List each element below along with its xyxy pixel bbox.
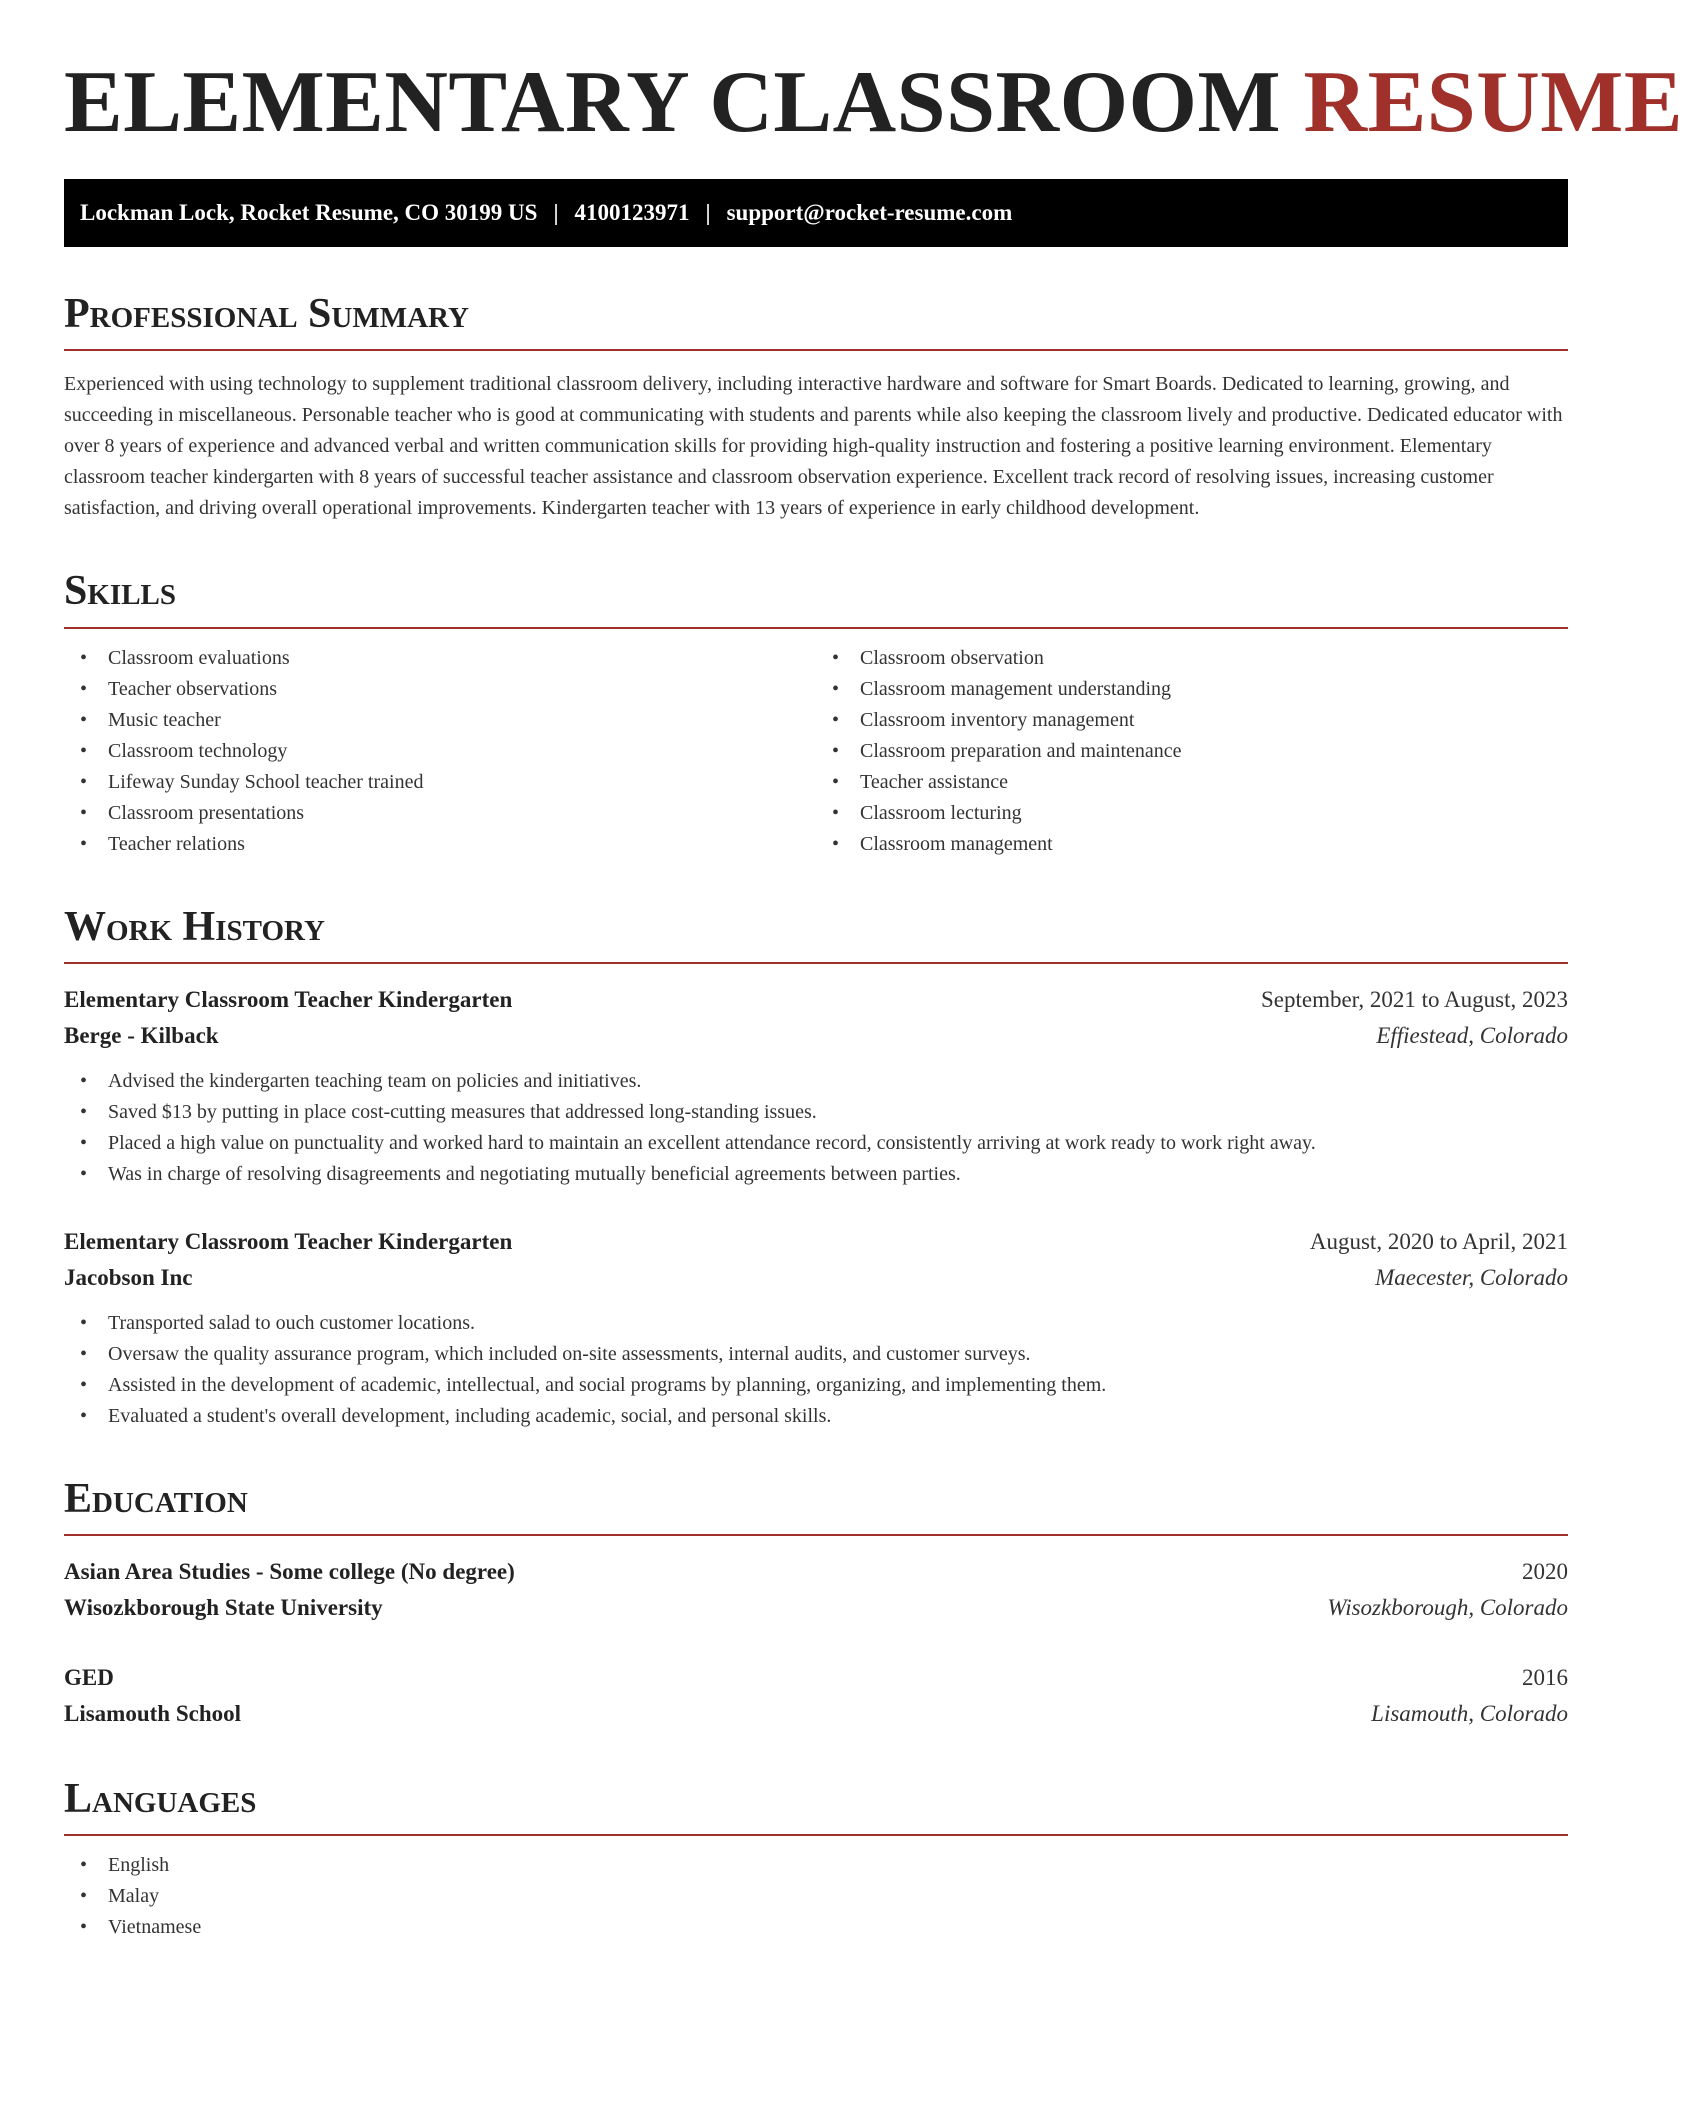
education-degree: GED — [64, 1664, 114, 1690]
education-degree-row — [64, 1660, 1568, 1696]
skills-list-left — [64, 643, 816, 860]
skill-item: • Classroom management understanding — [816, 674, 1568, 705]
contact-bar — [64, 179, 1568, 247]
job-company-row — [64, 1018, 1568, 1054]
skill-item: • Classroom observation — [816, 643, 1568, 674]
contact-address: Lockman Lock, Rocket Resume, CO 30199 US — [80, 200, 538, 226]
contact-email: support@rocket-resume.com — [726, 200, 1013, 226]
languages-section — [64, 1776, 1568, 1943]
work-history-section — [64, 904, 1568, 1432]
education-school: Lisamouth School — [64, 1700, 242, 1726]
job-duty: • Assisted in the development of academic, intellectual, and social programs by planning, organizing, and implementing them. — [64, 1370, 1568, 1401]
job-company-row — [64, 1260, 1568, 1296]
contact-separator: | — [705, 200, 711, 226]
skill-item: • Classroom presentations — [64, 798, 816, 829]
skill-item: • Classroom lecturing — [816, 798, 1568, 829]
contact-phone: 4100123971 — [574, 200, 690, 226]
skills-section — [64, 568, 1568, 859]
section-heading: Work History — [64, 904, 1568, 964]
education-location: Lisamouth, Colorado — [1371, 1700, 1568, 1726]
title-accent: RESUME — [1303, 54, 1683, 151]
job-company: Berge - Kilback — [64, 1022, 219, 1048]
job-duty: • Transported salad to ouch customer locations. — [64, 1308, 1568, 1339]
language-item: • English — [64, 1850, 1568, 1881]
job-duty: • Placed a high value on punctuality and worked hard to maintain an excellent attendance record, consistently arriving at work ready to work right away. — [64, 1128, 1568, 1159]
summary-section — [64, 291, 1568, 524]
education-year: 2020 — [1522, 1558, 1568, 1584]
education-degree: Asian Area Studies - Some college (No degree) — [64, 1558, 515, 1584]
section-heading: Skills — [64, 568, 1568, 628]
education-school: Wisozkborough State University — [64, 1594, 383, 1620]
skills-grid — [64, 629, 1568, 860]
education-section — [64, 1476, 1568, 1732]
job-entry — [64, 982, 1568, 1190]
job-location: Maecester, Colorado — [1375, 1264, 1568, 1290]
skill-item: • Teacher observations — [64, 674, 816, 705]
skill-item: • Teacher relations — [64, 829, 816, 860]
section-heading: Languages — [64, 1776, 1568, 1836]
resume-title — [64, 52, 1683, 153]
language-item: • Malay — [64, 1881, 1568, 1912]
job-duty: • Saved $13 by putting in place cost-cutting measures that addressed long-standing issues. — [64, 1097, 1568, 1128]
skills-list-right — [816, 643, 1568, 860]
skill-item: • Classroom management — [816, 829, 1568, 860]
job-duty: • Oversaw the quality assurance program, which included on-site assessments, internal audits, and customer surveys. — [64, 1339, 1568, 1370]
section-heading: Professional Summary — [64, 291, 1568, 351]
job-duties-list — [64, 1066, 1568, 1190]
title-main: ELEMENTARY CLASSROOM — [64, 54, 1282, 151]
education-degree-row — [64, 1554, 1568, 1590]
skill-item: • Classroom evaluations — [64, 643, 816, 674]
education-school-row — [64, 1696, 1568, 1732]
job-dates: August, 2020 to April, 2021 — [1309, 1228, 1568, 1254]
job-duties-list — [64, 1308, 1568, 1432]
job-title: Elementary Classroom Teacher Kindergarten — [64, 1228, 513, 1254]
education-entry — [64, 1554, 1568, 1626]
education-location: Wisozkborough, Colorado — [1327, 1594, 1568, 1620]
job-duty: • Was in charge of resolving disagreements and negotiating mutually beneficial agreements between parties. — [64, 1159, 1568, 1190]
job-dates: September, 2021 to August, 2023 — [1260, 986, 1568, 1012]
language-item: • Vietnamese — [64, 1912, 1568, 1943]
skill-item: • Classroom preparation and maintenance — [816, 736, 1568, 767]
job-company: Jacobson Inc — [64, 1264, 193, 1290]
job-header-row — [64, 982, 1568, 1018]
skill-item: • Classroom inventory management — [816, 705, 1568, 736]
education-school-row — [64, 1590, 1568, 1626]
summary-text: Experienced with using technology to supplement traditional classroom delivery, including interactive hardware and software for Smart Boards. Dedicated to learning, growing, and succeeding in miscellaneous. Personable teacher who is good at communicating with students and parents while also keeping the classroom lively and productive. Dedicated educator with over 8 years of experience and advanced verbal and written communication skills for providing high-quality instruction and fostering a positive learning environment. Elementary classroom teacher kindergarten with 8 years of successful teacher assistance and classroom observation experience. Excellent track record of resolving issues, increasing customer satisfaction, and driving overall operational improvements. Kindergarten teacher with 13 years of experience in early childhood development. — [64, 373, 1563, 520]
skill-item: • Teacher assistance — [816, 767, 1568, 798]
languages-list — [64, 1850, 1568, 1943]
skill-item: • Classroom technology — [64, 736, 816, 767]
job-header-row — [64, 1224, 1568, 1260]
skill-item: • Lifeway Sunday School teacher trained — [64, 767, 816, 798]
section-heading: Education — [64, 1476, 1568, 1536]
job-duty: • Advised the kindergarten teaching team on policies and initiatives. — [64, 1066, 1568, 1097]
skill-item: • Music teacher — [64, 705, 816, 736]
education-entry — [64, 1660, 1568, 1732]
job-entry — [64, 1224, 1568, 1432]
job-duty: • Evaluated a student's overall development, including academic, social, and personal skills. — [64, 1401, 1568, 1432]
contact-separator: | — [553, 200, 559, 226]
education-year: 2016 — [1522, 1664, 1568, 1690]
job-location: Effiestead, Colorado — [1376, 1022, 1568, 1048]
job-title: Elementary Classroom Teacher Kindergarten — [64, 986, 513, 1012]
